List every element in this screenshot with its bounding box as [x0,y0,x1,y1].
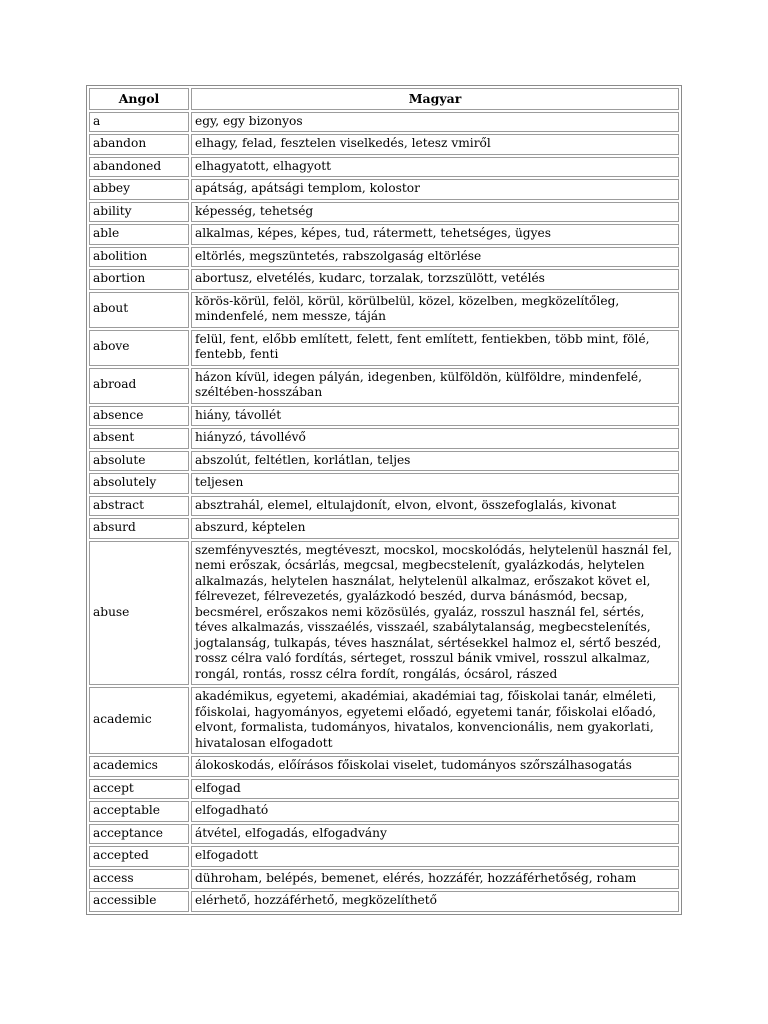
table-row [89,496,679,517]
table-row [89,406,679,427]
english-word-cell: absurd [89,518,189,539]
english-word-cell: accessible [89,891,189,912]
english-word-cell: about [89,292,189,328]
english-word-cell: accept [89,779,189,800]
english-word-cell: accepted [89,846,189,867]
hungarian-translation-cell: képesség, tehetség [191,202,679,223]
hungarian-translation-cell: alkalmas, képes, képes, tud, rátermett, tehetséges, ügyes [191,224,679,245]
hungarian-translation-cell: dühroham, belépés, bemenet, elérés, hozzáfér, hozzáférhetőség, roham [191,869,679,890]
english-word-cell: access [89,869,189,890]
english-word-cell: abolition [89,247,189,268]
table-body [89,112,679,912]
table-row [89,518,679,539]
hungarian-translation-cell: elfogad [191,779,679,800]
english-word-cell: above [89,330,189,366]
table-row [89,801,679,822]
table-row [89,134,679,155]
table-row [89,247,679,268]
english-word-cell: ability [89,202,189,223]
english-word-cell: abroad [89,368,189,404]
english-word-cell: able [89,224,189,245]
dictionary-table [86,85,682,915]
hungarian-translation-cell: elfogadható [191,801,679,822]
table-row [89,292,679,328]
table-row [89,473,679,494]
hungarian-translation-cell: hiány, távollét [191,406,679,427]
table-row [89,224,679,245]
hungarian-translation-cell: elérhető, hozzáférhető, megközelíthető [191,891,679,912]
hungarian-translation-cell: szemfényvesztés, megtéveszt, mocskol, mocskolódás, helytelenül használ fel, nemi erőszak, ócsárlás, megcsal, megbecstelenít, gyalázkodás, helytelen alkalmazás, helytelen használat, helytelenül alkalmaz, erőszakot követ el, félrevezet, félrevezetés, gyalázkodó beszéd, durva bánásmód, becsap, becsmérel, erőszakos nemi közösülés, gyaláz, rosszul használ fel, sértés, téves alkalmazás, visszaélés, visszaél, szabálytalanság, megbecstelenítés, jogtalanság, tulkapás, téves használat, sértésekkel halmoz el, sértő beszéd, rossz célra való fordítás, sérteget, rosszul bánik vmivel, rosszul alkalmaz, rongál, rontás, rossz célra fordít, rongálás, ócsárol, rászed [191,541,679,686]
english-word-cell: abandon [89,134,189,155]
hungarian-translation-cell: elfogadott [191,846,679,867]
hungarian-translation-cell: abszurd, képtelen [191,518,679,539]
english-word-cell: abstract [89,496,189,517]
english-word-cell: academics [89,756,189,777]
column-header-english: Angol [89,88,189,110]
table-row [89,112,679,133]
hungarian-translation-cell: teljesen [191,473,679,494]
english-word-cell: a [89,112,189,133]
table-row [89,202,679,223]
english-word-cell: academic [89,687,189,754]
hungarian-translation-cell: eltörlés, megszüntetés, rabszolgaság eltörlése [191,247,679,268]
column-header-hungarian: Magyar [191,88,679,110]
hungarian-translation-cell: abortusz, elvetélés, kudarc, torzalak, torzszülött, vetélés [191,269,679,290]
table-row [89,368,679,404]
hungarian-translation-cell: hiányzó, távollévő [191,428,679,449]
table-row [89,687,679,754]
table-row [89,428,679,449]
hungarian-translation-cell: házon kívül, idegen pályán, idegenben, külföldön, külföldre, mindenfelé, széltében-hosszában [191,368,679,404]
english-word-cell: abuse [89,541,189,686]
english-word-cell: acceptable [89,801,189,822]
table-row [89,157,679,178]
table-row [89,451,679,472]
table-row [89,756,679,777]
table-row [89,330,679,366]
table-row [89,891,679,912]
hungarian-translation-cell: körös-körül, felöl, körül, körülbelül, közel, közelben, megközelítőleg, mindenfelé, nem messze, táján [191,292,679,328]
hungarian-translation-cell: egy, egy bizonyos [191,112,679,133]
hungarian-translation-cell: felül, fent, előbb említett, felett, fent említett, fentiekben, több mint, fölé, fentebb, fenti [191,330,679,366]
english-word-cell: abandoned [89,157,189,178]
hungarian-translation-cell: elhagyatott, elhagyott [191,157,679,178]
table-row [89,541,679,686]
hungarian-translation-cell: átvétel, elfogadás, elfogadvány [191,824,679,845]
table-row [89,779,679,800]
header-row [89,88,679,110]
hungarian-translation-cell: álokoskodás, előírásos főiskolai viselet, tudományos szőrszálhasogatás [191,756,679,777]
hungarian-translation-cell: abszolút, feltétlen, korlátlan, teljes [191,451,679,472]
table-row [89,824,679,845]
english-word-cell: absolute [89,451,189,472]
hungarian-translation-cell: elhagy, felad, fesztelen viselkedés, letesz vmiről [191,134,679,155]
table-row [89,179,679,200]
hungarian-translation-cell: apátság, apátsági templom, kolostor [191,179,679,200]
english-word-cell: absence [89,406,189,427]
english-word-cell: absent [89,428,189,449]
english-word-cell: abbey [89,179,189,200]
table-row [89,846,679,867]
hungarian-translation-cell: akadémikus, egyetemi, akadémiai, akadémiai tag, főiskolai tanár, elméleti, főiskolai, hagyományos, egyetemi előadó, egyetemi tanár, főiskolai előadó, elvont, formalista, tudományos, hivatalos, konvencionális, nem gyakorlati, hivatalosan elfogadott [191,687,679,754]
english-word-cell: acceptance [89,824,189,845]
table-row [89,869,679,890]
table-row [89,269,679,290]
hungarian-translation-cell: absztrahál, elemel, eltulajdonít, elvon, elvont, összefoglalás, kivonat [191,496,679,517]
english-word-cell: absolutely [89,473,189,494]
english-word-cell: abortion [89,269,189,290]
